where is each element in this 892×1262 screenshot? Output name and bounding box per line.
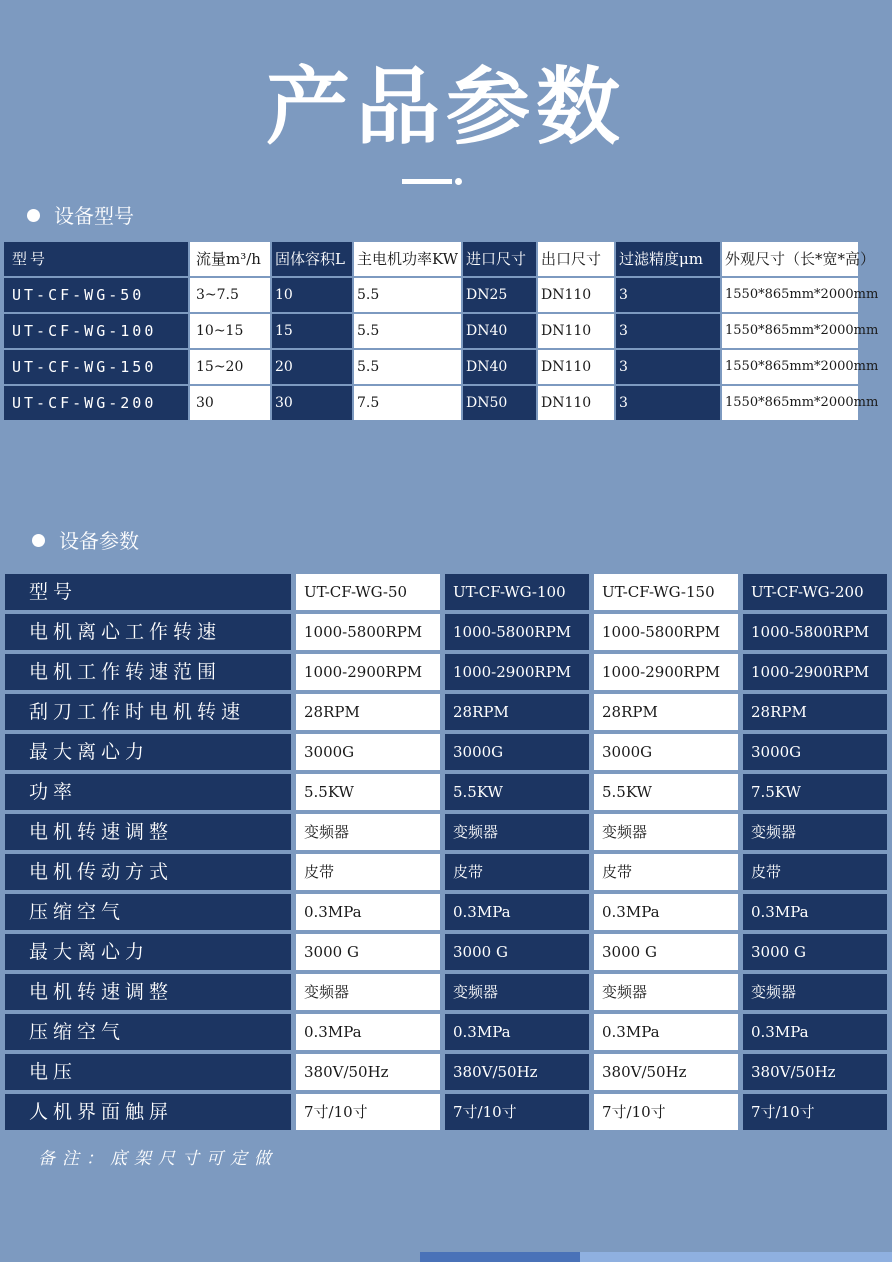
model-table-row — [4, 386, 879, 420]
params-table-value: 1000-5800RPM — [296, 614, 440, 650]
title-underline-dot — [455, 178, 462, 185]
model-table-header-cell: 进口尺寸 — [463, 242, 536, 276]
model-table-cell: DN40 — [463, 314, 536, 348]
params-table-value: 变频器 — [743, 814, 887, 850]
params-table-row — [5, 574, 892, 610]
params-table-value: 皮带 — [743, 854, 887, 890]
model-table-header-cell: 流量m³/h — [190, 242, 270, 276]
params-table-value: 380V/50Hz — [445, 1054, 589, 1090]
model-table-cell: 20 — [272, 350, 352, 384]
params-table-label: 人机界面触屏 — [5, 1094, 291, 1130]
model-table — [4, 242, 879, 422]
params-table-value: 3000 G — [743, 934, 887, 970]
params-table-value: 5.5KW — [445, 774, 589, 810]
params-table-value: 变频器 — [594, 974, 738, 1010]
params-table-row — [5, 774, 892, 810]
params-table-value: UT-CF-WG-100 — [445, 574, 589, 610]
params-table-value: 0.3MPa — [743, 894, 887, 930]
model-table-cell: 1550*865mm*2000mm — [722, 350, 858, 384]
page-title: 产品参数 — [265, 58, 626, 156]
model-table-cell: 5.5 — [354, 314, 461, 348]
params-table-value: 变频器 — [296, 974, 440, 1010]
bullet-icon — [32, 534, 45, 547]
model-table-cell: 1550*865mm*2000mm — [722, 314, 858, 348]
params-table-value: 变频器 — [296, 814, 440, 850]
model-table-cell: DN25 — [463, 278, 536, 312]
params-table-value: 0.3MPa — [296, 1014, 440, 1050]
params-table-row — [5, 854, 892, 890]
params-table-value: 7寸/10寸 — [594, 1094, 738, 1130]
params-table-value: UT-CF-WG-200 — [743, 574, 887, 610]
bullet-icon — [27, 209, 40, 222]
params-table-value: 0.3MPa — [296, 894, 440, 930]
params-table-label: 型号 — [5, 574, 291, 610]
params-table-value: 3000G — [743, 734, 887, 770]
section-heading-label: 设备参数 — [59, 529, 139, 553]
params-table-value: UT-CF-WG-50 — [296, 574, 440, 610]
params-table-row — [5, 1014, 892, 1050]
params-table-value: 3000 G — [594, 934, 738, 970]
model-table-cell: 30 — [190, 386, 270, 420]
params-table-value: 380V/50Hz — [594, 1054, 738, 1090]
params-table-label: 电压 — [5, 1054, 291, 1090]
params-table-value: 1000-2900RPM — [743, 654, 887, 690]
model-table-cell: 15 — [272, 314, 352, 348]
params-table-row — [5, 934, 892, 970]
params-table-row — [5, 734, 892, 770]
params-table-label: 电机离心工作转速 — [5, 614, 291, 650]
params-table-value: 28RPM — [296, 694, 440, 730]
params-table-value: 1000-5800RPM — [743, 614, 887, 650]
params-table-value: 皮带 — [594, 854, 738, 890]
model-table-cell: 1550*865mm*2000mm — [722, 278, 858, 312]
params-table-label: 电机转速调整 — [5, 814, 291, 850]
model-table-cell: 1550*865mm*2000mm — [722, 386, 858, 420]
section-heading-label: 设备型号 — [54, 204, 134, 228]
params-table-label: 最大离心力 — [5, 934, 291, 970]
model-table-cell: 7.5 — [354, 386, 461, 420]
params-table-value: 5.5KW — [296, 774, 440, 810]
model-table-cell: DN40 — [463, 350, 536, 384]
model-table-header-cell: 主电机功率KW — [354, 242, 461, 276]
params-table-value: 28RPM — [594, 694, 738, 730]
params-table-value: 1000-2900RPM — [594, 654, 738, 690]
params-table-value: 3000 G — [296, 934, 440, 970]
model-table-header-cell: 出口尺寸 — [538, 242, 614, 276]
params-table-value: 7寸/10寸 — [445, 1094, 589, 1130]
model-table-cell: UT-CF-WG-200 — [4, 386, 188, 420]
model-table-cell: UT-CF-WG-50 — [4, 278, 188, 312]
params-table-value: 变频器 — [743, 974, 887, 1010]
model-table-header-cell: 型号 — [4, 242, 188, 276]
params-table-row — [5, 1094, 892, 1130]
model-table-header-cell: 固体容积L — [272, 242, 352, 276]
model-table-cell: 3 — [616, 278, 720, 312]
params-table-value: 1000-2900RPM — [445, 654, 589, 690]
params-table-row — [5, 974, 892, 1010]
params-table-value: 3000G — [296, 734, 440, 770]
params-table — [5, 574, 892, 1134]
model-table-cell: 30 — [272, 386, 352, 420]
model-table-header-cell: 过滤精度μm — [616, 242, 720, 276]
params-table-value: 1000-2900RPM — [296, 654, 440, 690]
model-table-cell: UT-CF-WG-100 — [4, 314, 188, 348]
model-table-cell: 3 — [616, 386, 720, 420]
params-table-row — [5, 614, 892, 650]
params-table-value: 7寸/10寸 — [296, 1094, 440, 1130]
params-table-row — [5, 694, 892, 730]
params-table-value: 0.3MPa — [743, 1014, 887, 1050]
bottom-decor-strip-light — [580, 1252, 892, 1262]
params-table-value: 3000 G — [445, 934, 589, 970]
model-table-header-cell: 外观尺寸（长*宽*高） — [722, 242, 858, 276]
model-table-cell: 15~20 — [190, 350, 270, 384]
params-table-value: 380V/50Hz — [743, 1054, 887, 1090]
model-table-cell: 10~15 — [190, 314, 270, 348]
model-table-cell: DN110 — [538, 350, 614, 384]
model-table-cell: 10 — [272, 278, 352, 312]
params-table-value: 变频器 — [445, 974, 589, 1010]
params-table-value: 0.3MPa — [594, 894, 738, 930]
params-table-value: 7寸/10寸 — [743, 1094, 887, 1130]
model-table-cell: DN50 — [463, 386, 536, 420]
section-heading-params — [32, 529, 139, 553]
model-table-cell: 3 — [616, 350, 720, 384]
model-table-cell: DN110 — [538, 314, 614, 348]
model-table-cell: 3 — [616, 314, 720, 348]
model-table-cell: 5.5 — [354, 278, 461, 312]
footnote: 备注：底架尺寸可定做 — [38, 1149, 278, 1169]
params-table-label: 压缩空气 — [5, 894, 291, 930]
params-table-value: 28RPM — [743, 694, 887, 730]
params-table-value: 变频器 — [594, 814, 738, 850]
model-table-row — [4, 314, 879, 348]
model-table-cell: UT-CF-WG-150 — [4, 350, 188, 384]
params-table-row — [5, 814, 892, 850]
params-table-value: 7.5KW — [743, 774, 887, 810]
params-table-label: 电机工作转速范围 — [5, 654, 291, 690]
model-table-row — [4, 350, 879, 384]
params-table-value: 28RPM — [445, 694, 589, 730]
params-table-value: 皮带 — [445, 854, 589, 890]
params-table-value: 0.3MPa — [445, 1014, 589, 1050]
params-table-label: 最大离心力 — [5, 734, 291, 770]
params-table-value: 3000G — [445, 734, 589, 770]
model-table-cell: 3~7.5 — [190, 278, 270, 312]
model-table-header — [4, 242, 876, 276]
params-table-value: 1000-5800RPM — [594, 614, 738, 650]
params-table-label: 功率 — [5, 774, 291, 810]
params-table-row — [5, 654, 892, 690]
model-table-cell: DN110 — [538, 278, 614, 312]
model-table-cell: DN110 — [538, 386, 614, 420]
params-table-value: 皮带 — [296, 854, 440, 890]
model-table-cell: 5.5 — [354, 350, 461, 384]
params-table-value: UT-CF-WG-150 — [594, 574, 738, 610]
params-table-value: 5.5KW — [594, 774, 738, 810]
params-table-label: 电机传动方式 — [5, 854, 291, 890]
params-table-value: 0.3MPa — [594, 1014, 738, 1050]
params-table-value: 变频器 — [445, 814, 589, 850]
params-table-value: 380V/50Hz — [296, 1054, 440, 1090]
model-table-row — [4, 278, 879, 312]
title-underline — [402, 179, 452, 184]
params-table-value: 3000G — [594, 734, 738, 770]
params-table-row — [5, 894, 892, 930]
params-table-label: 刮刀工作时电机转速 — [5, 694, 291, 730]
params-table-value: 0.3MPa — [445, 894, 589, 930]
params-table-row — [5, 1054, 892, 1090]
params-table-value: 1000-5800RPM — [445, 614, 589, 650]
params-table-label: 电机转速调整 — [5, 974, 291, 1010]
section-heading-models — [27, 204, 134, 228]
params-table-label: 压缩空气 — [5, 1014, 291, 1050]
